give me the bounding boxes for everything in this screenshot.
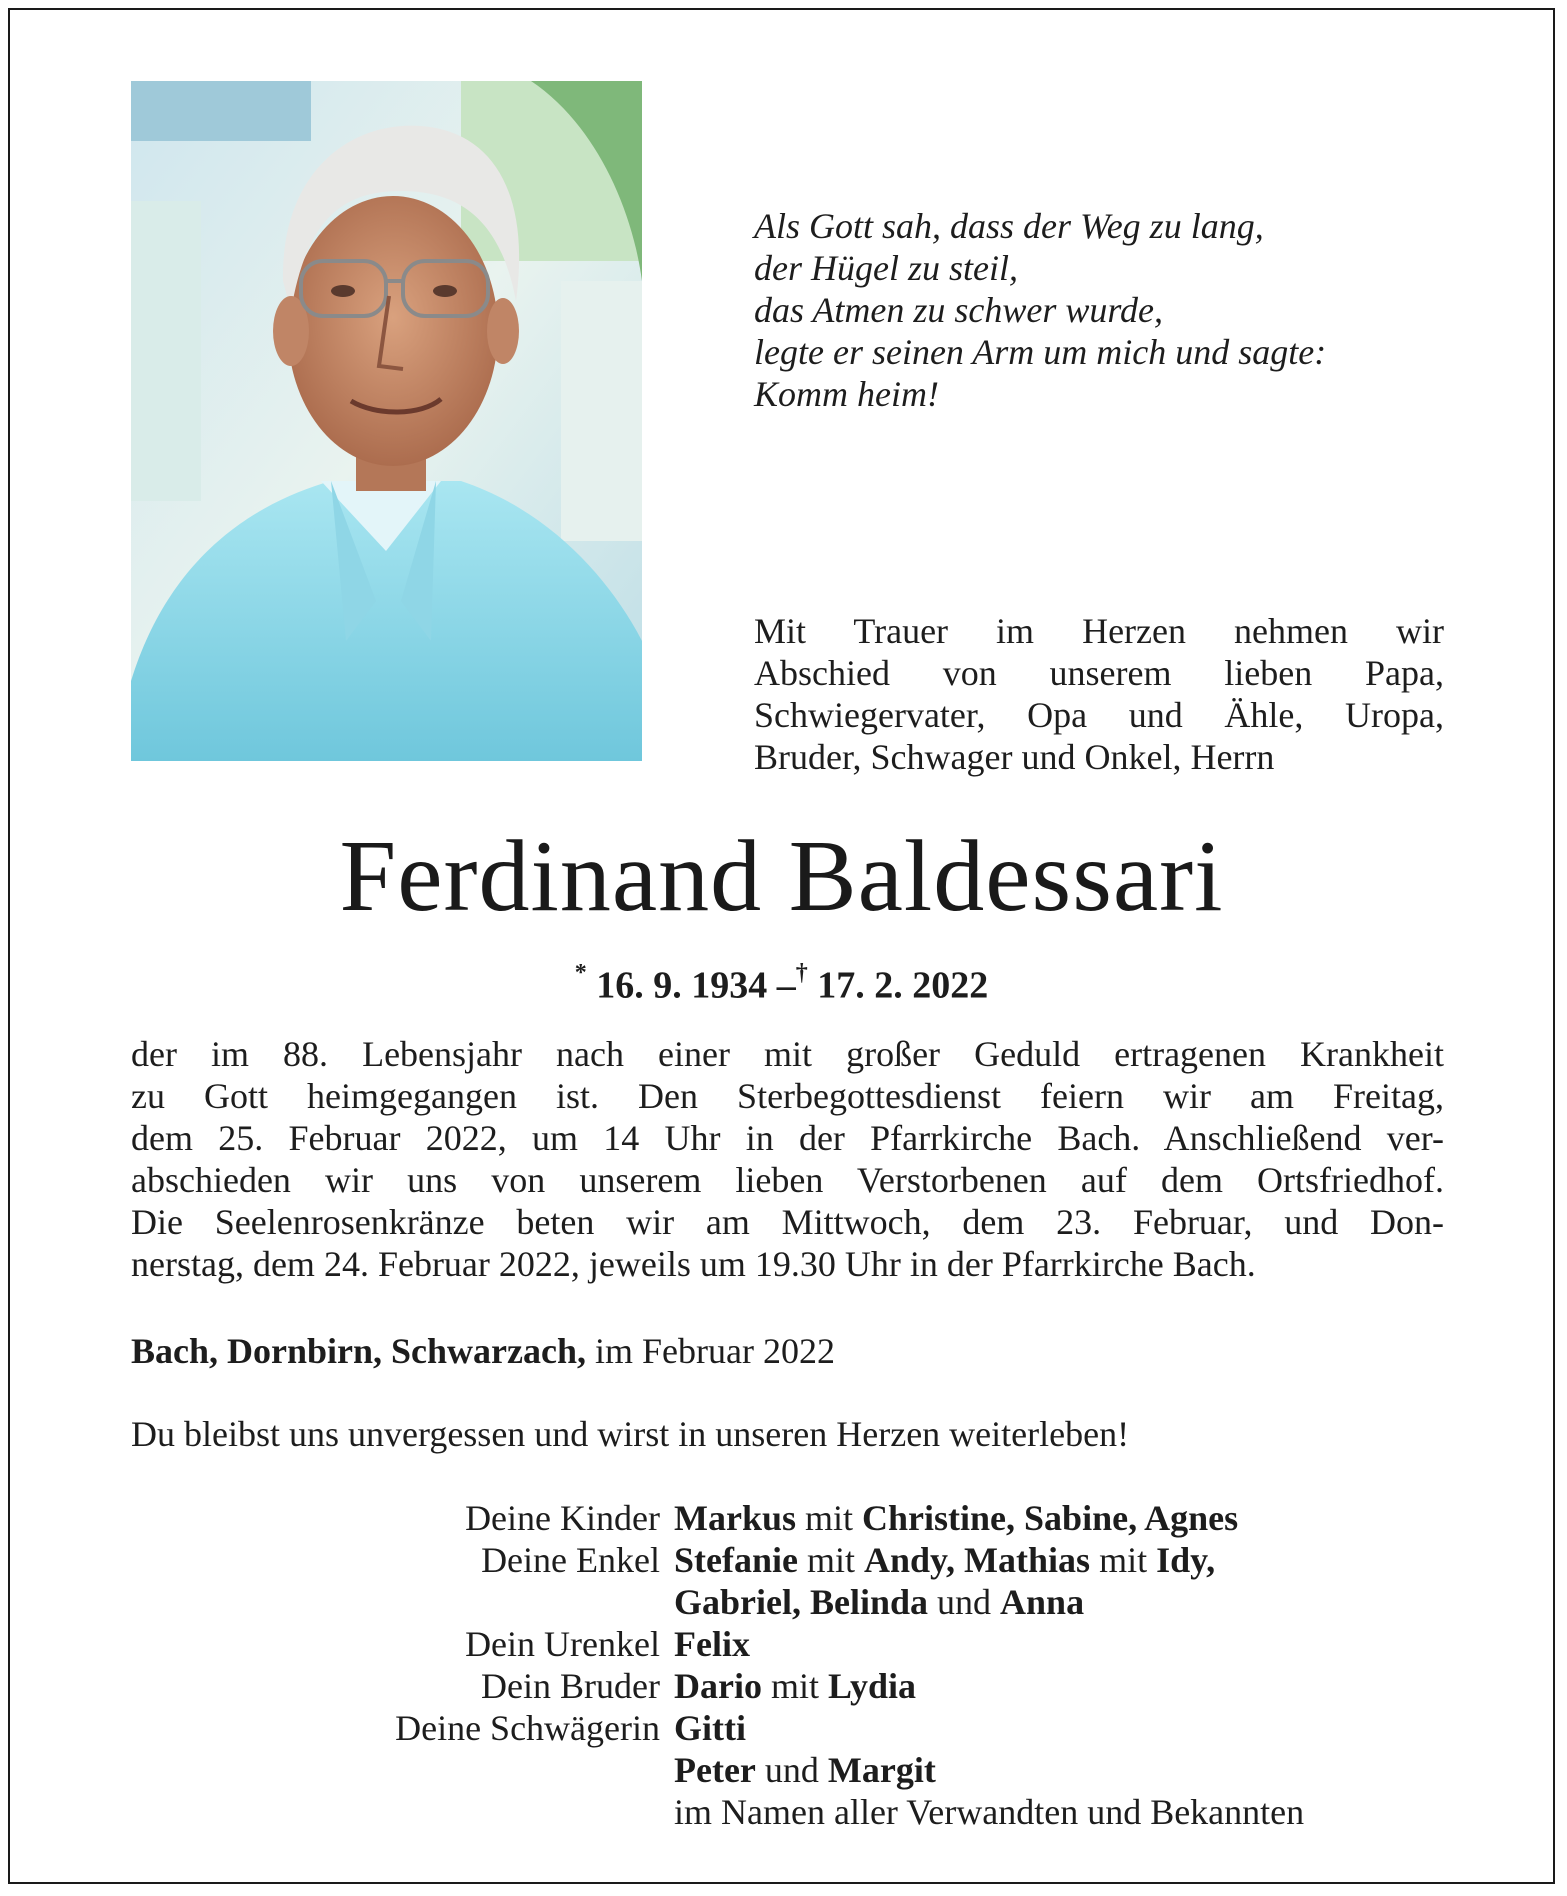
family-label: Deine Enkel	[481, 1540, 660, 1580]
family-row-closing	[131, 1791, 1444, 1833]
place-month: im Februar 2022	[595, 1331, 835, 1371]
family-names	[674, 1497, 1238, 1539]
family-conjunction: und	[764, 1750, 819, 1790]
intro-line: Abschied von unserem lieben Papa,	[754, 653, 1444, 693]
family-names	[674, 1665, 916, 1707]
body-line: dem 25. Februar 2022, um 14 Uhr in der Pfarrkirche Bach. Anschließend ver-	[131, 1118, 1444, 1158]
family-names	[674, 1707, 746, 1749]
family-name: Gabriel, Belinda	[674, 1582, 929, 1622]
intro-line: Schwiegervater, Opa und Ähle, Uropa,	[754, 695, 1444, 735]
death-date: 17. 2. 2022	[817, 964, 989, 1007]
family-row-peter	[131, 1749, 1444, 1791]
family-row-kinder	[131, 1497, 1444, 1539]
farewell-line: Du bleibst uns unvergessen und wirst in unseren Herzen weiterleben!	[131, 1414, 1130, 1454]
portrait-illustration	[131, 81, 642, 761]
poem	[754, 205, 1474, 415]
family-name: Markus	[674, 1498, 797, 1538]
family-row-enkel	[131, 1539, 1444, 1581]
family-name: Peter	[674, 1750, 756, 1790]
poem-line: der Hügel zu steil,	[754, 248, 1018, 288]
family-name: Lydia	[828, 1666, 917, 1706]
family-names	[674, 1581, 1084, 1623]
date-separator: –	[776, 964, 796, 1007]
family-name: Stefanie	[674, 1540, 798, 1580]
family-name: Anna	[1000, 1582, 1085, 1622]
family-label-empty	[131, 1791, 674, 1833]
poem-line: das Atmen zu schwer wurde,	[754, 290, 1163, 330]
family-names	[674, 1749, 936, 1791]
body-line: abschieden wir uns von unserem lieben Verstorbenen auf dem Ortsfriedhof.	[131, 1160, 1444, 1200]
family-name: Gitti	[674, 1708, 746, 1748]
poem-line: Als Gott sah, dass der Weg zu lang,	[754, 206, 1264, 246]
family-label: Deine Schwägerin	[395, 1708, 660, 1748]
birth-symbol: *	[574, 960, 587, 986]
death-symbol: †	[795, 960, 808, 986]
family-closing: im Namen aller Verwandten und Bekannten	[674, 1792, 1305, 1832]
family-label-empty	[131, 1581, 674, 1623]
family-name: Andy, Mathias	[864, 1540, 1091, 1580]
poem-line: legte er seinen Arm um mich und sagte:	[754, 332, 1327, 372]
life-dates	[10, 955, 1553, 1008]
family-row-enkel-continued	[131, 1581, 1444, 1623]
family-conjunction: mit	[1099, 1540, 1148, 1580]
funeral-details	[131, 1033, 1444, 1285]
family-list	[131, 1497, 1444, 1833]
family-names	[674, 1539, 1215, 1581]
poem-line: Komm heim!	[754, 374, 939, 414]
body-line: nerstag, dem 24. Februar 2022, jeweils um 19.30 Uhr in der Pfarrkirche Bach.	[131, 1244, 1256, 1284]
intro-line: Bruder, Schwager und Onkel, Herrn	[754, 737, 1275, 777]
family-label: Dein Bruder	[481, 1666, 660, 1706]
body-line: Die Seelenrosenkränze beten wir am Mittwoch, dem 23. Februar, und Don-	[131, 1202, 1444, 1242]
portrait-photo	[131, 81, 642, 761]
place-towns: Bach, Dornbirn, Schwarzach,	[131, 1331, 587, 1371]
family-label: Deine Kinder	[465, 1498, 660, 1538]
family-label-empty	[131, 1749, 674, 1791]
family-name: Dario	[674, 1666, 762, 1706]
intro-line: Mit Trauer im Herzen nehmen wir	[754, 611, 1444, 651]
family-conjunction: mit	[770, 1666, 819, 1706]
family-row-bruder	[131, 1665, 1444, 1707]
body-line: der im 88. Lebensjahr nach einer mit großer Geduld ertragenen Krankheit	[131, 1034, 1444, 1074]
family-row-urenkel	[131, 1623, 1444, 1665]
family-label: Dein Urenkel	[465, 1624, 660, 1664]
family-name: Felix	[674, 1624, 750, 1664]
place-date	[131, 1330, 835, 1372]
deceased-name: Ferdinand Baldessari	[339, 820, 1224, 933]
obituary-frame	[8, 8, 1555, 1884]
body-line: zu Gott heimgegangen ist. Den Sterbegottesdienst feiern wir am Freitag,	[131, 1076, 1444, 1116]
family-conjunction: mit	[805, 1498, 854, 1538]
family-name: Idy,	[1156, 1540, 1216, 1580]
family-row-schwaegerin	[131, 1707, 1444, 1749]
intro-text	[754, 610, 1444, 778]
family-conjunction: und	[937, 1582, 992, 1622]
family-names	[674, 1623, 750, 1665]
family-name: Christine, Sabine, Agnes	[862, 1498, 1239, 1538]
birth-date: 16. 9. 1934	[596, 964, 768, 1007]
family-name: Margit	[827, 1750, 936, 1790]
family-conjunction: mit	[806, 1540, 855, 1580]
